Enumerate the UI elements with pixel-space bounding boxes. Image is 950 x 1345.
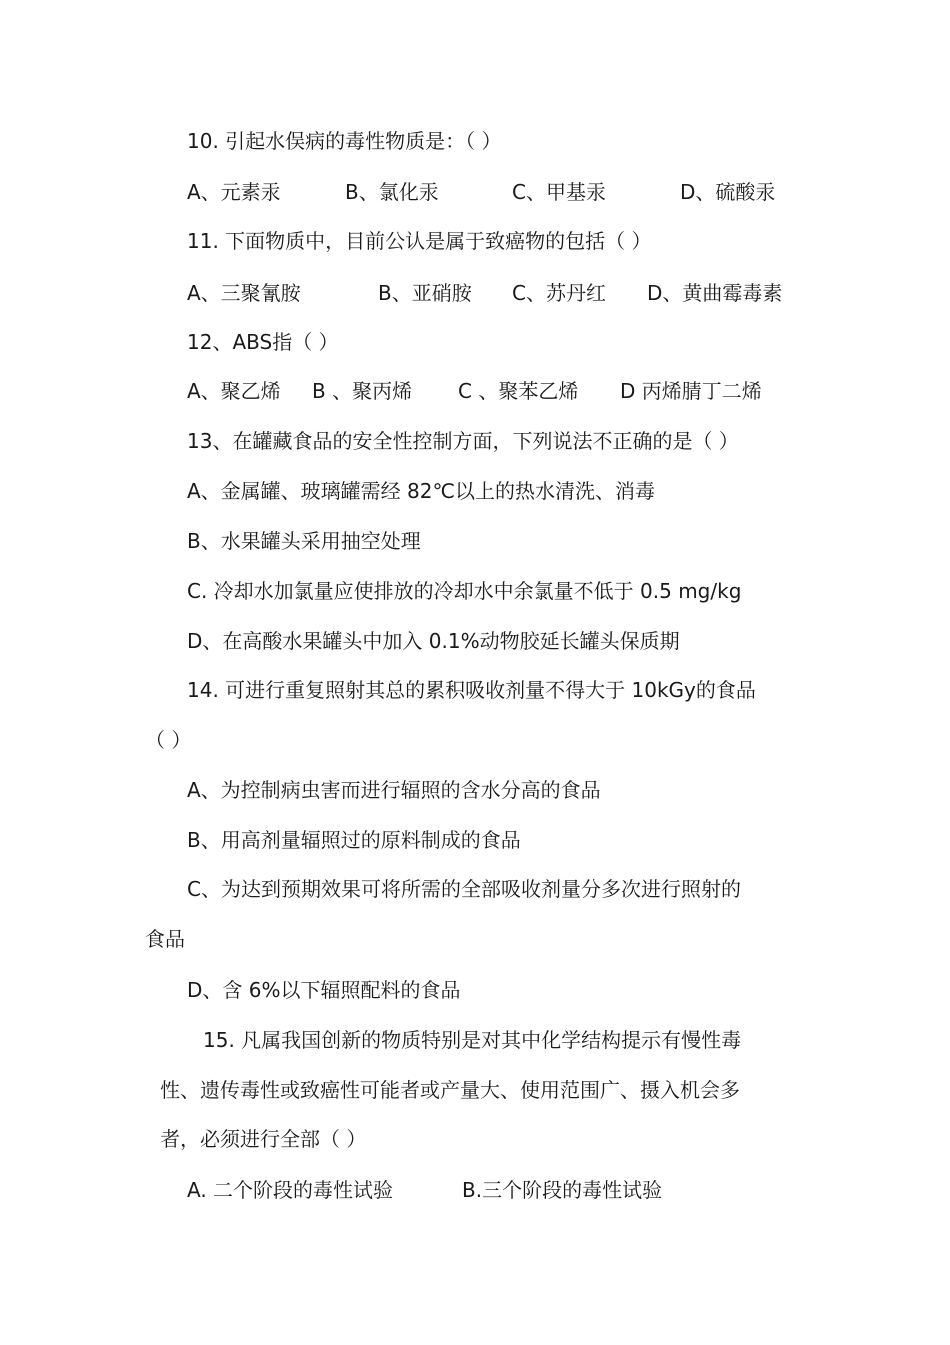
- q13-stem: 13、在罐藏食品的安全性控制方面，下列说法不正确的是（ ）: [187, 429, 739, 453]
- q14-option-c-continued: 食品: [145, 927, 185, 951]
- q11-stem: 11. 下面物质中，目前公认是属于致癌物的包括（ ）: [187, 229, 652, 253]
- q13-option-c: C. 冷却水加氯量应使排放的冷却水中余氯量不低于 0.5 mg/kg: [187, 579, 742, 603]
- q15-stem-line2: 性、遗传毒性或致癌性可能者或产量大、使用范围广、摄入机会多: [160, 1078, 740, 1102]
- q12-option-b: B 、聚丙烯: [312, 379, 413, 403]
- q15-option-b: B.三个阶段的毒性试验: [462, 1178, 663, 1202]
- q11-option-d: D、黄曲霉毒素: [647, 281, 783, 305]
- q10-option-a: A、元素汞: [187, 180, 281, 204]
- q14-stem-line1: 14. 可进行重复照射其总的累积吸收剂量不得大于 10kGy的食品: [187, 678, 756, 702]
- q14-option-b: B、用高剂量辐照过的原料制成的食品: [187, 828, 521, 852]
- q10-option-c: C、甲基汞: [512, 180, 606, 204]
- q14-stem-line2: （ ）: [145, 728, 192, 752]
- q14-option-a: A、为控制病虫害而进行辐照的含水分高的食品: [187, 778, 601, 802]
- q13-option-b: B、水果罐头采用抽空处理: [187, 529, 421, 553]
- q11-option-b: B、亚硝胺: [378, 281, 472, 305]
- q13-option-a: A、金属罐、玻璃罐需经 82℃以上的热水清洗、消毒: [187, 479, 655, 503]
- q12-option-c: C 、聚苯乙烯: [458, 379, 579, 403]
- q10-stem: 10. 引起水俣病的毒性物质是：（ ）: [187, 129, 502, 153]
- q11-option-a: A、三聚氰胺: [187, 281, 301, 305]
- q12-stem: 12、ABS指（ ）: [187, 330, 339, 354]
- q12-option-d: D 丙烯腈丁二烯: [620, 379, 762, 403]
- q11-option-c: C、苏丹红: [512, 281, 606, 305]
- q13-option-d: D、在高酸水果罐头中加入 0.1%动物胶延长罐头保质期: [187, 629, 680, 653]
- q10-option-d: D、硫酸汞: [680, 180, 776, 204]
- q14-option-d: D、含 6%以下辐照配料的食品: [187, 978, 461, 1002]
- q10-option-b: B、氯化汞: [345, 180, 439, 204]
- q15-stem-line1: 15. 凡属我国创新的物质特别是对其中化学结构提示有慢性毒: [203, 1028, 742, 1052]
- q15-option-a: A. 二个阶段的毒性试验: [187, 1178, 394, 1202]
- q14-option-c: C、为达到预期效果可将所需的全部吸收剂量分多次进行照射的: [187, 877, 741, 901]
- q12-option-a: A、聚乙烯: [187, 379, 281, 403]
- q15-stem-line3: 者，必须进行全部（ ）: [160, 1127, 367, 1151]
